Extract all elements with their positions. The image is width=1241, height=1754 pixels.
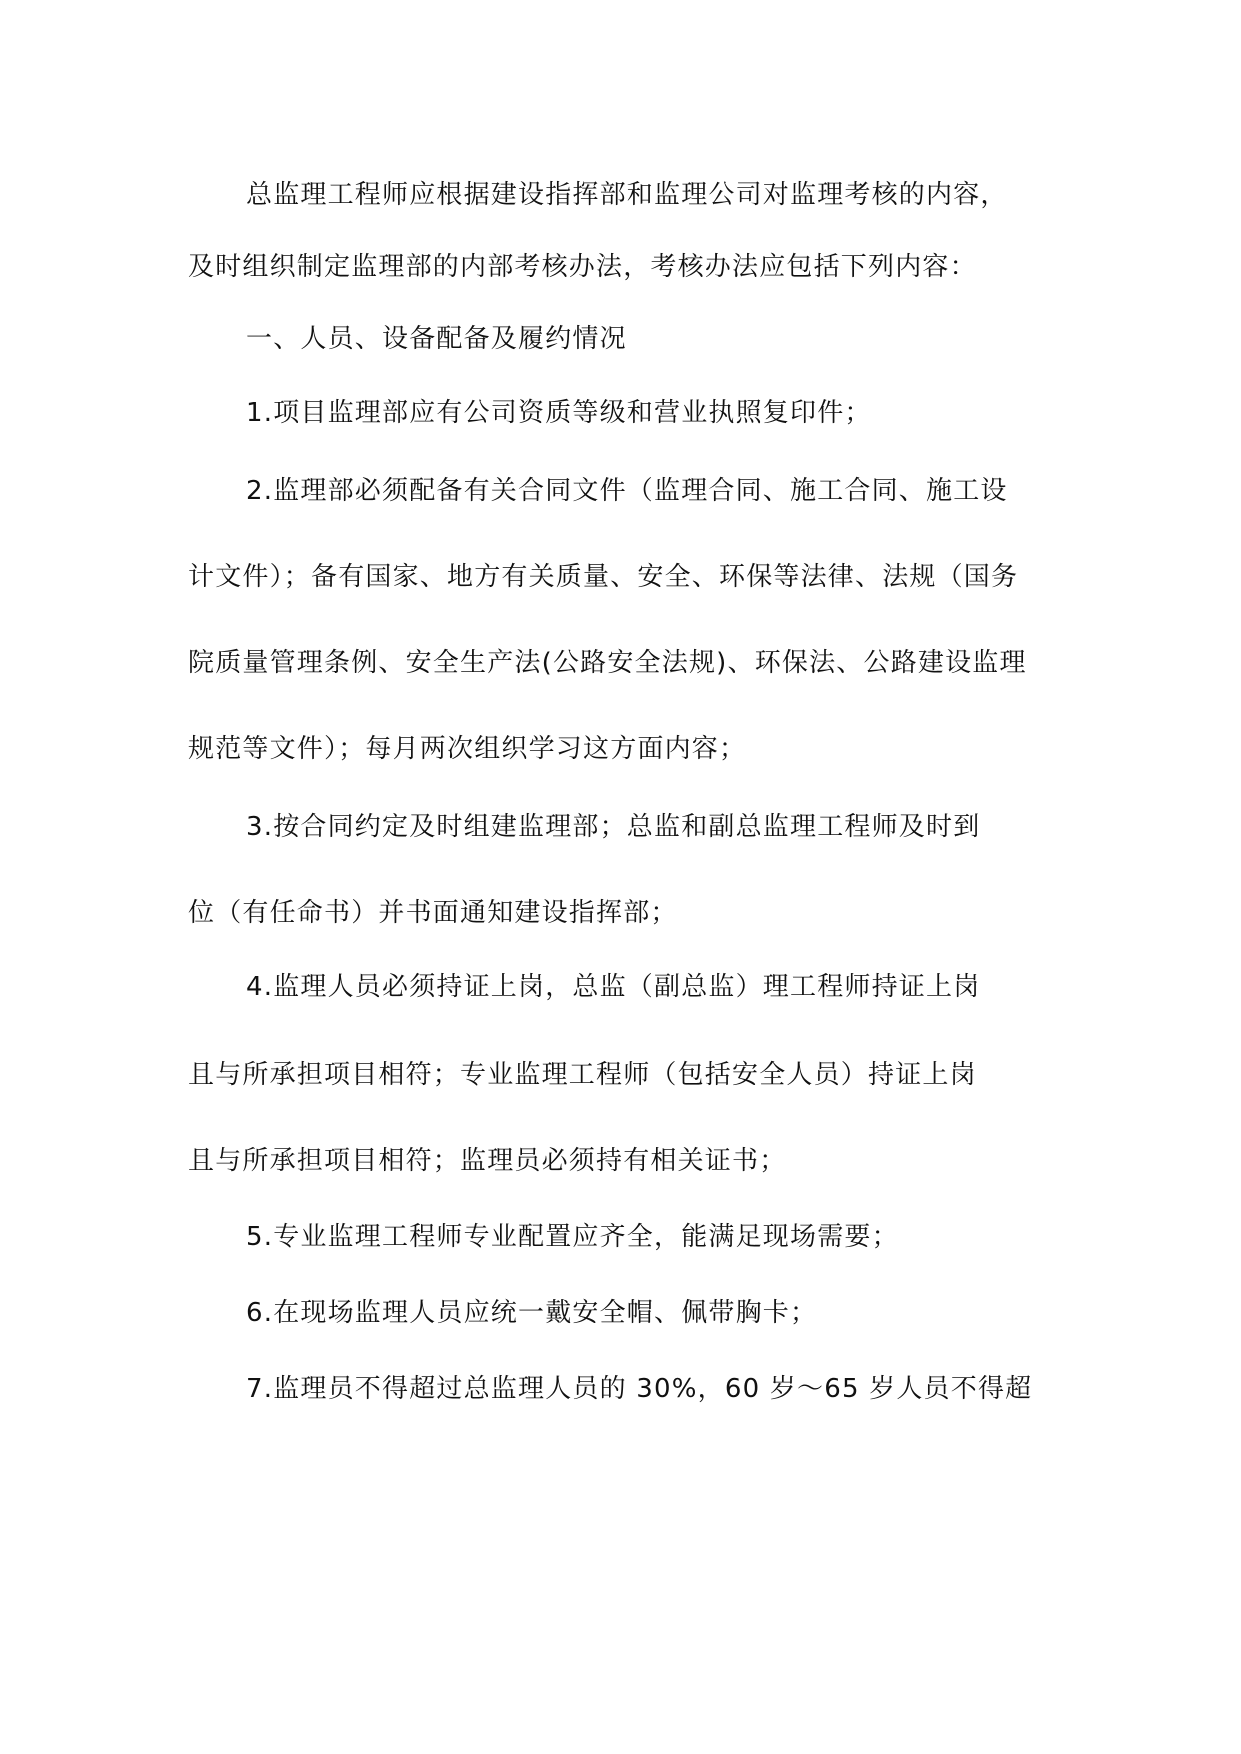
section-heading: 一、人员、设备配备及履约情况: [246, 324, 627, 354]
item-4-line-3: 且与所承担项目相符；监理员必须持有相关证书；: [188, 1146, 787, 1176]
item-1: 1.项目监理部应有公司资质等级和营业执照复印件；: [246, 398, 872, 428]
item-4-line-1: 4.监理人员必须持证上岗，总监（副总监）理工程师持证上岗: [246, 972, 981, 1002]
item-3-line-2: 位（有任命书）并书面通知建设指挥部；: [188, 898, 678, 928]
item-2-line-4: 规范等文件）；每月两次组织学习这方面内容；: [188, 734, 747, 764]
item-7-line-1: 7.监理员不得超过总监理人员的 30%，60 岁～65 岁人员不得超: [246, 1374, 1033, 1404]
item-6: 6.在现场监理人员应统一戴安全帽、佩带胸卡；: [246, 1298, 818, 1328]
item-3-line-1: 3.按合同约定及时组建监理部；总监和副总监理工程师及时到: [246, 812, 981, 842]
item-2-line-1: 2.监理部必须配备有关合同文件（监理合同、施工合同、施工设: [246, 476, 1008, 506]
item-4-line-2: 且与所承担项目相符；专业监理工程师（包括安全人员）持证上岗: [188, 1060, 977, 1090]
item-5: 5.专业监理工程师专业配置应齐全，能满足现场需要；: [246, 1222, 899, 1252]
paragraph-intro-line-2: 及时组织制定监理部的内部考核办法，考核办法应包括下列内容：: [188, 252, 977, 282]
paragraph-intro-line-1: 总监理工程师应根据建设指挥部和监理公司对监理考核的内容，: [246, 180, 1008, 210]
item-2-line-2: 计文件）；备有国家、地方有关质量、安全、环保等法律、法规（国务: [188, 562, 1019, 592]
item-2-line-3: 院质量管理条例、安全生产法(公路安全法规)、环保法、公路建设监理: [188, 648, 1027, 678]
